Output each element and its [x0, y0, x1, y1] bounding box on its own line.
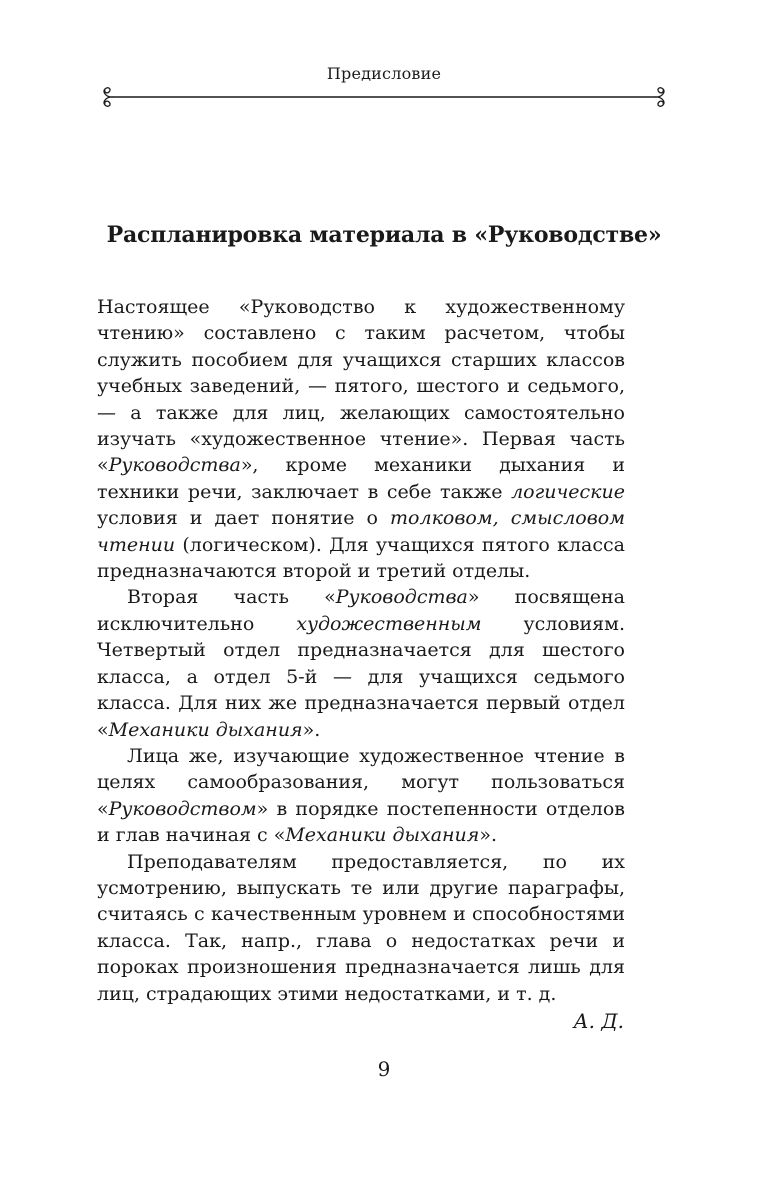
- paragraph-3-seg-1: Руководством: [108, 797, 257, 820]
- paragraph-1-seg-5: толковом, смысловом чтении: [97, 507, 625, 556]
- paragraph-3-seg-3: Механики дыхания: [285, 824, 480, 847]
- paragraph-2-seg-3: художественным: [296, 612, 482, 635]
- paragraph-1-seg-0: Настоящее «Руководство к художественному чтению» составлено с таким расчетом, чтобы служить пособием для учащихся старших классов учебных заведений, — пятого, шестого и седьмого, — а также для лиц, желающих самостоятельно изучать «художественное чтение». Первая часть «: [97, 296, 625, 477]
- paragraph-2-seg-2: » посвящена исключительно: [97, 586, 625, 635]
- paragraph-1-seg-6: (логическом). Для учащихся пятого класса предназначаются второй и третий отделы.: [97, 533, 625, 583]
- paragraph-3-seg-4: ».: [479, 824, 498, 847]
- author-signature: А. Д.: [573, 1009, 624, 1033]
- paragraph-1-seg-3: логические: [511, 480, 625, 503]
- paragraph-2-seg-5: Механики дыхания: [108, 718, 303, 741]
- chapter-title: Распланировка материала в «Руководстве»: [106, 222, 662, 248]
- paragraph-2: [97, 584, 625, 742]
- paragraph-3-seg-2: » в порядке постепенности отделов и глав начиная с «: [97, 797, 625, 847]
- paragraph-2-seg-0: Вторая часть «: [127, 586, 336, 609]
- paragraph-1: [97, 294, 625, 584]
- paragraph-3-seg-0: Лица же, изучающие художественное чтение в целях самообразования, могут пользоваться «: [97, 744, 625, 820]
- paragraph-4-seg-0: Преподавателям предоставляется, по их усмотрению, выпускать те или другие параграфы, считаясь с качественным уровнем и способностями класса. Так, напр., глава о недостатках речи и пороках произношения предназначается лишь для лиц, страдающих этими недостатками, и т. д.: [97, 850, 625, 1005]
- paragraph-1-seg-2: », кроме механики дыхания и техники речи, заключает в себе также: [97, 454, 625, 503]
- running-head: Предисловие: [326, 64, 442, 83]
- paragraph-2-seg-4: условиям. Четвертый отдел предназначается для шестого класса, а отдел 5-й — для учащихся седьмого класса. Для них же предназначается первый отдел «: [97, 612, 625, 741]
- paragraph-1-seg-1: Руководства: [108, 454, 241, 477]
- header-ornament-rule: [94, 86, 674, 108]
- paragraph-2-seg-1: Руководства: [335, 586, 468, 609]
- paragraph-2-seg-6: ».: [302, 718, 321, 741]
- paragraph-3: [97, 743, 625, 849]
- body-text: [97, 294, 625, 1007]
- page-number: 9: [377, 1057, 391, 1081]
- paragraph-1-seg-4: условия и дает понятие о: [97, 507, 391, 530]
- paragraph-4: [97, 849, 625, 1007]
